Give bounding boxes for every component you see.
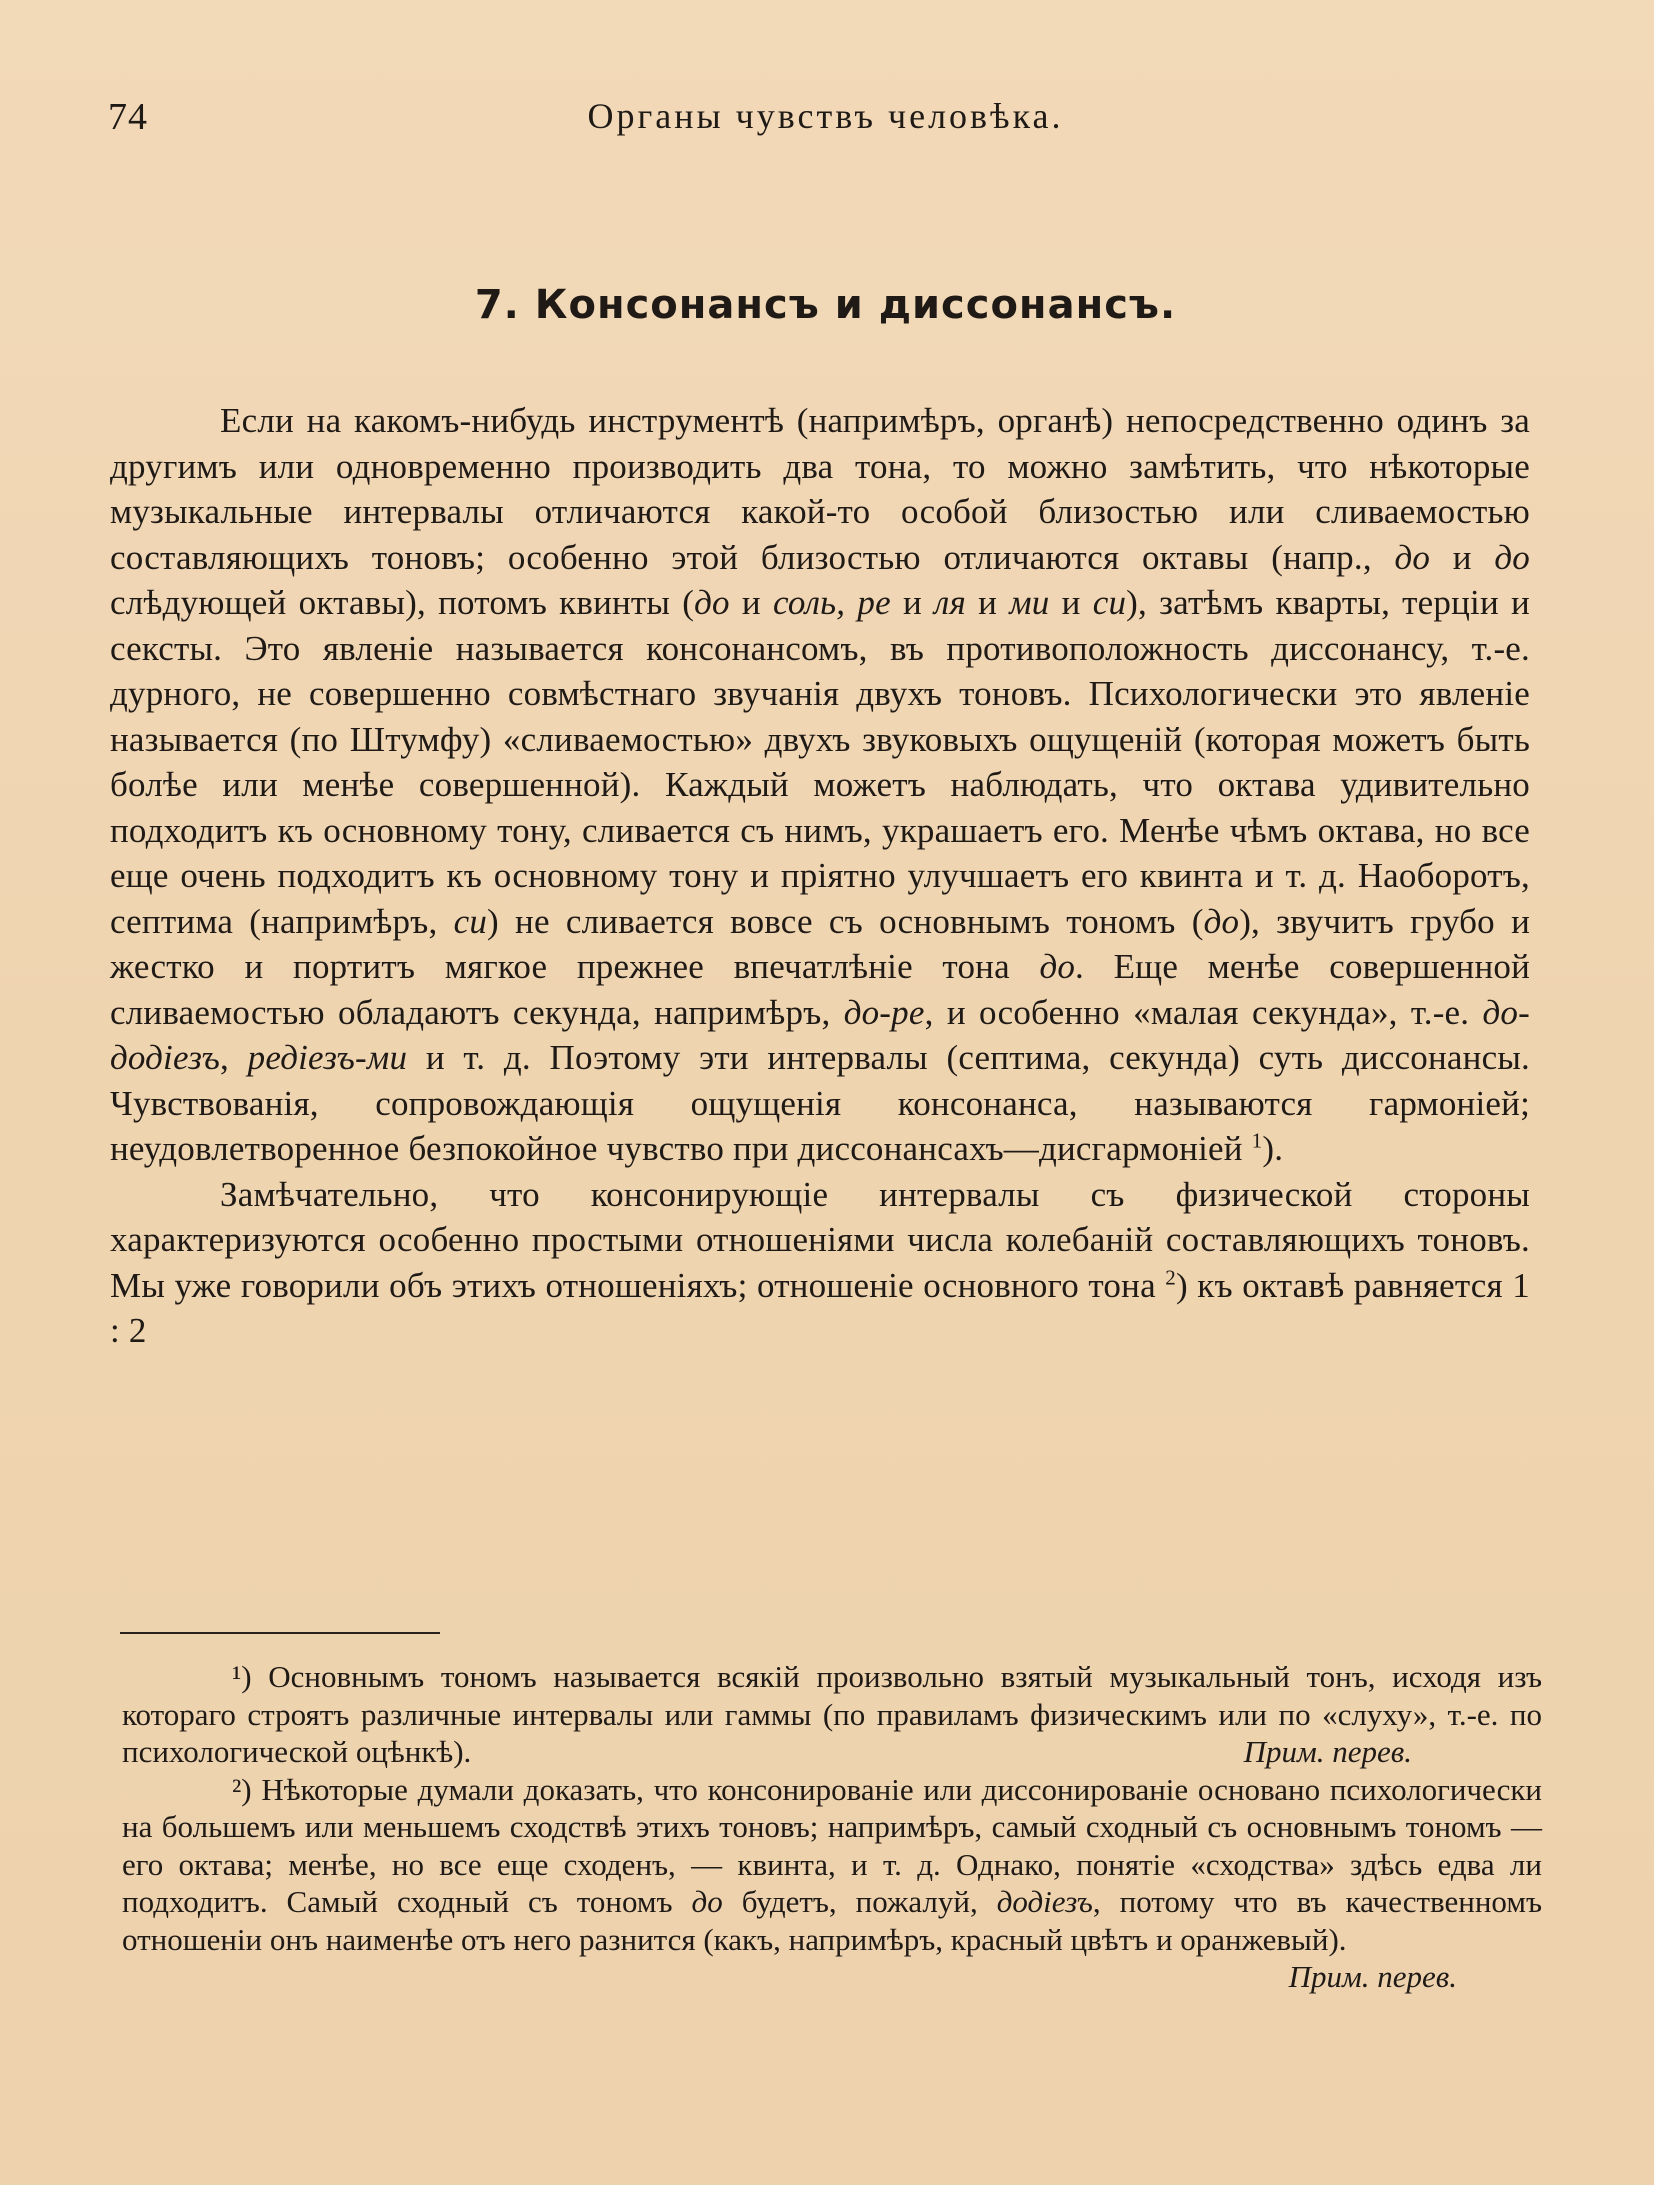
paragraph-1: Если на какомъ-нибудь инструментѣ (напримѣръ, органѣ) непосредственно одинъ за другимъ или одновременно производить два тона, то можно замѣтить, что нѣкоторые музыкальные интервалы отличаются какой-то особой близостью или сливаемостью составляющихъ тоновъ; особенно этой близостью отличаются октавы (напр., до и до слѣдующей октавы), потомъ квинты (до и соль, ре и ля и ми и си), затѣмъ кварты, терціи и сексты. Это явленіе называется консонансомъ, въ противоположность диссонансу, т.-е. дурного, не совершенно совмѣстнаго звучанія двухъ тоновъ. Психологически это явленіе называется (по Штумфу) «сливаемостью» двухъ звуковыхъ ощущеній (которая можетъ быть болѣе или менѣе совершенной). Каждый можетъ наблюдать, что октава удивительно подходитъ къ основному тону, сливается съ нимъ, украшаетъ его. Менѣе чѣмъ октава, но все еще очень подходитъ къ основному тону и пріятно улучшаетъ его квинта и т. д. Наоборотъ, септима (напримѣръ, си) не сливается вовсе съ основнымъ тономъ (до), звучитъ грубо и жестко и портитъ мягкое прежнее впечатлѣніе тона до. Еще менѣе совершенной сливаемостью обладаютъ секунда, напримѣръ, до-ре, и особенно «малая секунда», т.-е. до-додіезъ, редіезъ-ми и т. д. Поэтому эти интервалы (септима, секунда) суть диссонансы. Чувствованія, сопровождающія ощущенія консонанса, называются гармоніей; неудовлетворенное безпокойное чувство при диссонансахъ—дисгармоніей $^1$).	[110, 401, 1531, 1168]
italic-term: ля	[934, 583, 966, 622]
running-head: Органы чувствъ человѣка.	[587, 96, 1064, 136]
italic-term: до	[1203, 901, 1240, 941]
italic-term: до	[691, 1884, 723, 1919]
footnote-ref: 1	[1251, 1128, 1263, 1153]
italic-term: редіезъ-ми	[247, 1038, 408, 1077]
italic-term: до-додіезъ	[110, 992, 1530, 1077]
italic-term: си	[1092, 583, 1127, 622]
italic-term: до-ре	[843, 992, 925, 1032]
italic-term: до	[1494, 537, 1530, 577]
footnote-ref: 2	[1165, 1264, 1176, 1289]
section-title: 7. Консонансъ и диссонансъ.	[474, 282, 1177, 328]
footnote-divider	[120, 1632, 440, 1634]
translator-note-sign: Прим. перев.	[1288, 1959, 1457, 1994]
italic-term: ми	[1009, 583, 1050, 622]
italic-term: до	[1039, 947, 1076, 986]
translator-note-sign: Прим. перев.	[1243, 1734, 1412, 1769]
italic-term: соль, ре	[773, 583, 891, 622]
italic-term: додіезъ	[996, 1884, 1093, 1919]
italic-term: до	[694, 583, 730, 622]
italic-term: до	[1394, 537, 1431, 577]
paragraph-2: Замѣчательно, что консонирующіе интервалы съ физической стороны характеризуются особенно простыми отношеніями числа колебаній составляющихъ тоновъ. Мы уже говорили объ этихъ отношеніяхъ; отношеніе основного тона $^2$) къ октавѣ равняется 1 : 2	[110, 1174, 1530, 1350]
footnote-1: ¹) Основнымъ тономъ называется всякій произвольно взятый музыкальный тонъ, исходя изъ котораго строятъ различные интервалы или гаммы (по правиламъ физическимъ или по «слуху», т.-е. по психологической оцѣнкѣ). Прим. перев.	[122, 1659, 1542, 1769]
body-text	[110, 398, 1530, 1354]
page-number: 74	[108, 96, 148, 138]
page-header	[108, 95, 1543, 145]
footnote-2: ²) Нѣкоторые думали доказать, что консонированіе или диссонированіе основано психологически на большемъ или меньшемъ сходствѣ этихъ тоновъ; напримѣръ, самый сходный съ основнымъ тономъ — его октава; менѣе, но все еще сходенъ, — квинта, и т. д. Однако, понятіе «сходства» здѣсь едва ли подходитъ. Самый сходный съ тономъ до будетъ, пожалуй, додіезъ, потому что въ качественномъ отношеніи онъ наименѣе отъ него разнится (какъ, напримѣръ, красный цвѣтъ и оранжевый).	[122, 1771, 1542, 1957]
footnotes	[122, 1658, 1542, 1996]
italic-term: си	[453, 901, 488, 941]
